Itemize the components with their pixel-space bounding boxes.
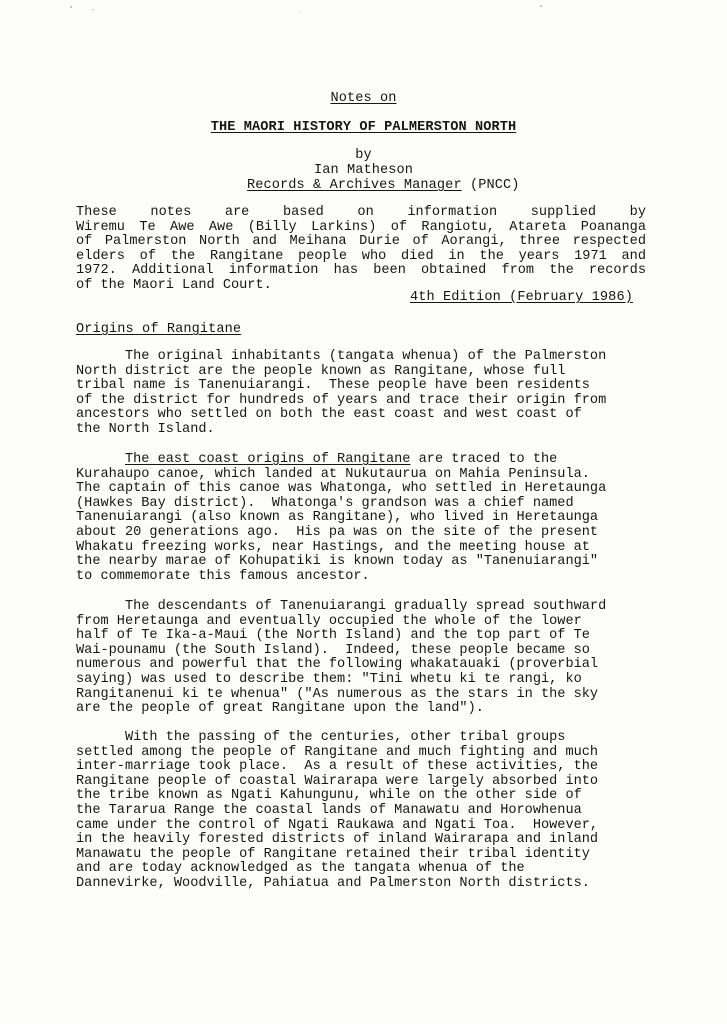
- paragraph-4-line: the tribe known as Ngati Kahungunu, while on the other side of: [76, 788, 582, 804]
- author-name: Ian Matheson: [313, 163, 414, 178]
- paragraph-3-line: Wai-pounamu (the South Island). Indeed, these people became so: [76, 642, 590, 658]
- paragraph-1-line: tribal name is Tanenuiarangi. These people have been residents: [76, 378, 590, 394]
- paragraph-1-line: The original inhabitants (tangata whenua) of the Palmerston: [76, 349, 607, 364]
- paragraph-3-line: Rangitanenui ki te whenua" ("As numerous as the stars in the sky: [76, 686, 599, 702]
- paragraph-3-line: saying) was used to describe them: "Tini whetu ki te rangi, ko: [76, 672, 582, 687]
- scan-speck: [70, 6, 72, 8]
- paragraph-2-line: Tanenuiarangi (also known as Rangitane), who lived in Heretaunga: [76, 510, 599, 526]
- author-role-text: Records & Archives Manager: [247, 178, 462, 193]
- paragraph-1-line: the North Island.: [76, 422, 215, 437]
- section-heading: Origins of Rangitane: [76, 322, 242, 337]
- by-line: by: [355, 148, 372, 163]
- intro-line-4: elders of the Rangitane people who died in the years 1971 and: [76, 248, 646, 264]
- paragraph-4-line: Rangitane people of coastal Wairarapa were largely absorbed into: [76, 773, 599, 789]
- edition-note: 4th Edition (February 1986): [410, 290, 633, 305]
- scan-speck: [92, 9, 94, 10]
- paragraph-4-line: settled among the people of Rangitane and much fighting and much: [76, 744, 599, 760]
- paragraph-2-line: Whakatu freezing works, near Hastings, and the meeting house at: [76, 539, 590, 555]
- author-role: [247, 178, 520, 193]
- author-org: (PNCC): [469, 178, 520, 193]
- paragraph-4-line: Manawatu the people of Rangitane retained their tribal identity: [76, 846, 590, 862]
- paragraph-2-line: Kurahaupo canoe, which landed at Nukutaurua on Mahia Peninsula.: [76, 466, 590, 482]
- intro-line-6: of the Maori Land Court.: [76, 278, 272, 293]
- document-title: THE MAORI HISTORY OF PALMERSTON NORTH: [210, 120, 517, 135]
- paragraph-2-line: (Hawkes Bay district). Whatonga's grandson was a chief named: [76, 495, 574, 511]
- paragraph-4-line: With the passing of the centuries, other tribal groups: [76, 730, 566, 745]
- paragraph-3-line: half of Te Ika-a-Maui (the North Island) and the top part of Te: [76, 628, 590, 644]
- intro-line-3: of Palmerston North and Meihana Durie of Aorangi, three respected: [76, 234, 646, 250]
- paragraph-3-line: are the people of great Rangitane upon the land").: [76, 701, 484, 717]
- intro-line-2: Wiremu Te Awe Awe (Billy Larkins) of Rangiotu, Atareta Poananga: [76, 219, 646, 235]
- scan-speck: [300, 12, 301, 13]
- paragraph-2-line: about 20 generations ago. His pa was on the site of the present: [76, 525, 599, 540]
- paragraph-1-line: North district are the people known as Rangitane, whose full: [76, 363, 566, 379]
- paragraph-2-line: to commemorate this famous ancestor.: [76, 568, 370, 584]
- title-line-1: Notes on: [330, 91, 397, 106]
- lead-rest: are traced to the: [410, 452, 558, 467]
- paragraph-4-line: came under the control of Ngati Raukawa and Ngati Toa. However,: [76, 817, 599, 833]
- paragraph-3-line: from Heretaunga and eventually occupied the whole of the lower: [76, 613, 582, 629]
- paragraph-4-line: in the heavily forested districts of inland Wairarapa and inland: [76, 832, 599, 848]
- paragraph-3-line: numerous and powerful that the following whakatauaki (proverbial: [76, 657, 599, 673]
- paragraph-1-line: of the district for hundreds of years and trace their origin from: [76, 392, 607, 408]
- paragraph-2-line: The captain of this canoe was Whatonga, who settled in Heretaunga: [76, 481, 607, 497]
- paragraph-4-line: the Tararua Range the coastal lands of Manawatu and Horowhenua: [76, 803, 582, 818]
- intro-line-5: 1972. Additional information has been obtained from the records: [76, 263, 646, 279]
- paragraph-4-line: inter-marriage took place. As a result of these activities, the: [76, 759, 599, 775]
- paragraph-4-line: Dannevirke, Woodville, Pahiatua and Palmerston North districts.: [76, 876, 590, 891]
- paragraph-2-line: the nearby marae of Kohupatiki is known today as "Tanenuiarangi": [76, 554, 599, 570]
- scan-speck: [540, 5, 542, 7]
- intro-line-1: These notes are based on information supplied by: [76, 205, 646, 220]
- paragraph-4-line: and are today acknowledged as the tangata whenua of the: [76, 861, 525, 877]
- east-coast-heading: The east coast origins of Rangitane: [124, 452, 411, 467]
- paragraph-2-lead: [76, 453, 648, 468]
- paragraph-3-line: The descendants of Tanenuiarangi gradually spread southward: [76, 599, 607, 614]
- paragraph-1-line: ancestors who settled on both the east coast and west coast of: [76, 407, 582, 423]
